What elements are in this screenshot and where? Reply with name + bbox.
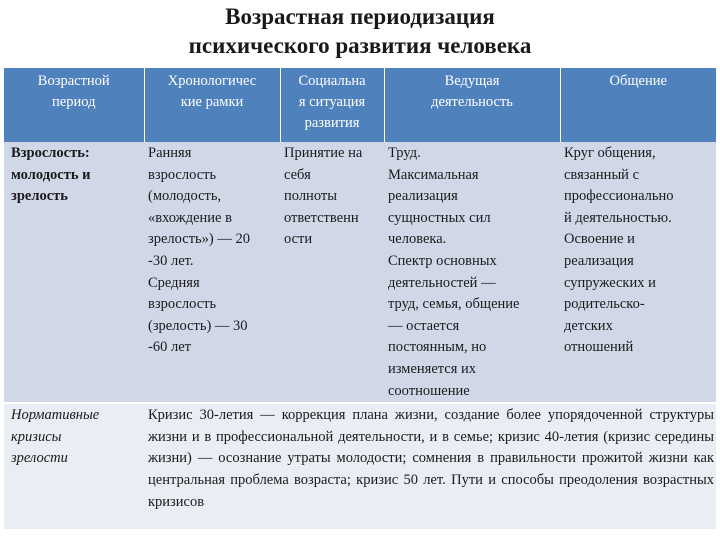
cell-line: Освоение и [564,231,635,248]
page-title [0,0,720,64]
cell-crises-description: Кризис 30-летия — коррекция плана жизни, создание более упорядоченной структуры жизни и в профессиональной деятельности, и в семье; кризис 40-летия (кризис середины жизни) — осознание утраты молодости; сомнения в правильности прожитой жизни как центральная проблема возраста; кризис 50 лет. Пути и способы преодоления возрастных кризисов [144,403,716,529]
cell-line: развития [304,115,360,131]
cell-line: зрелость [11,188,68,205]
cell-line: себя [284,166,311,183]
cell-line: деятельность [431,94,513,110]
cell-line: взрослость [148,296,217,313]
cell-line: Ведущая [444,73,500,89]
cell-line: — остается [388,317,460,334]
cell-line: зрелости [11,450,68,467]
cell-line: -30 лет. [148,252,194,269]
cell-line: Круг общения, [564,145,656,161]
cell-line: полноты [284,188,337,205]
page-title-line-1: Возрастная периодизация [225,4,495,29]
cell-line: молодость и [11,166,91,183]
cell-line: зрелость») — 20 [148,231,250,248]
cell-line: супружеских и [564,274,656,291]
cell-communication [560,142,716,403]
header-leading-activity [384,68,560,142]
header-chronological-frame [144,68,280,142]
cell-line: реализация [564,252,634,269]
cell-line: Общение [609,73,667,89]
cell-line: Максимальная [388,166,479,183]
cell-social-situation [280,142,384,403]
cell-line: -60 лет [148,339,191,356]
cell-line: Спектр основных [388,252,497,269]
header-communication [560,68,716,142]
cell-line: труд, семья, общение [388,296,520,313]
cell-leading-activity [384,142,560,403]
cell-line: Взрослость: [11,145,90,161]
cell-line: взрослость [148,166,217,183]
cell-line: «вхождение в [148,209,232,226]
table-header-row [4,68,716,142]
cell-line: Принятие на [284,145,363,161]
cell-line: соотношение [388,382,470,399]
cell-line: (молодость, [148,188,222,205]
cell-line: реализация [388,188,458,205]
cell-line: й деятельностью. [564,209,672,226]
table-row [4,403,716,529]
cell-line: деятельностей — [388,274,496,291]
cell-line: Нормативные [11,407,100,424]
cell-line: период [52,94,96,110]
cell-line: ости [284,231,313,248]
cell-line: Социальна [298,73,366,89]
cell-line: профессионально [564,188,674,205]
cell-line: сущностных сил [388,209,491,226]
table-row [4,142,716,403]
cell-line: Средняя [148,274,200,291]
cell-line: изменяется их [388,360,477,377]
header-social-situation [280,68,384,142]
cell-line: отношений [564,339,634,356]
cell-line: родительско- [564,296,645,313]
cell-period-adulthood [4,142,144,403]
cell-line: ответственн [284,209,359,226]
cell-line: Хронологичес [167,73,257,89]
periodization-table [4,68,716,529]
cell-line: Ранняя [148,145,192,161]
cell-period-crises [4,403,144,529]
cell-line: Труд. [388,145,421,161]
header-age-period [4,68,144,142]
cell-line: кризисы [11,428,62,445]
cell-line: кие рамки [180,94,244,110]
cell-chronological-frame [144,142,280,403]
cell-line: связанный с [564,166,640,183]
cell-line: (зрелость) — 30 [148,317,248,334]
page-title-line-2: психического развития человека [188,33,532,58]
cell-line: я ситуация [298,94,366,110]
cell-line: человека. [388,231,447,248]
cell-line: Возрастной [37,73,110,89]
cell-line: детских [564,317,613,334]
cell-line: постоянным, но [388,339,487,356]
